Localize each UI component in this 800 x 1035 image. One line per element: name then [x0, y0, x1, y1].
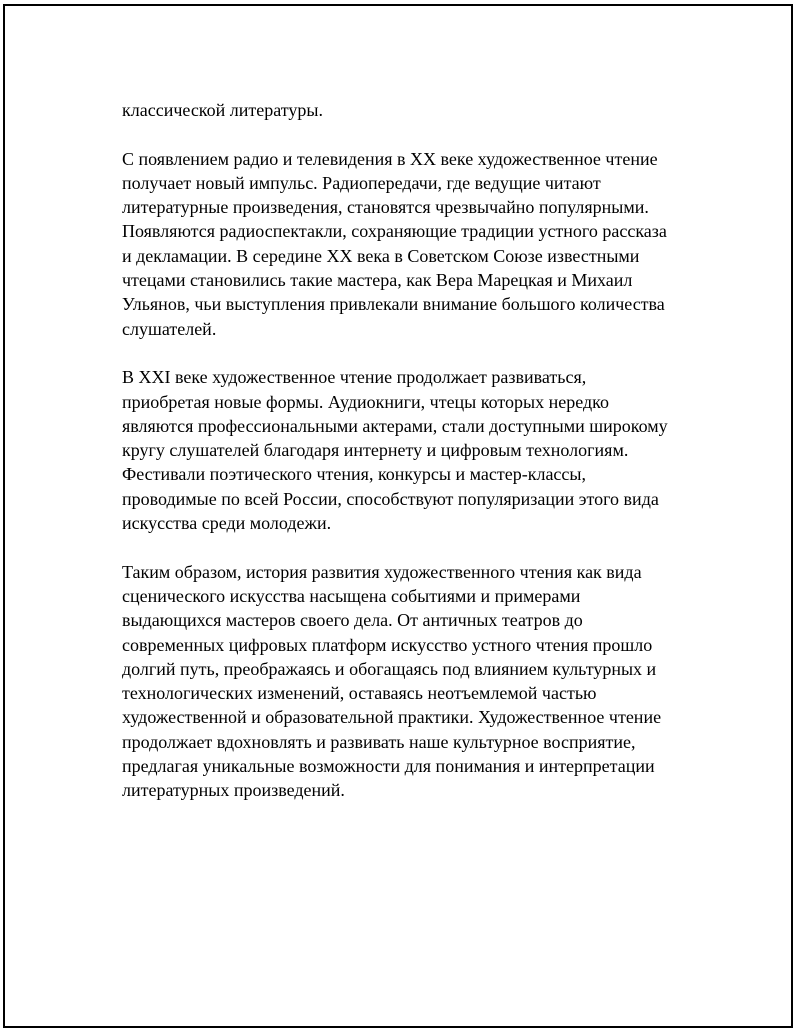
paragraph-conclusion: Таким образом, история развития художественного чтения как вида сценического искусства насыщена событиями и примерами выдающихся мастеров своего дела. От античных театров до современных цифровых платформ искусство устного чтения прошло долгий путь, преображаясь и обогащаясь под влиянием культурных и технологических изменений, оставаясь неотъемлемой частью художественной и образовательной практики. Художественное чтение продолжает вдохновлять и развивать наше культурное восприятие, предлагая уникальные возможности для понимания и интерпретации литературных произведений. [122, 561, 662, 801]
paragraph-continuation: классической литературы. [122, 100, 323, 120]
paragraph-radio-television: С появлением радио и телевидения в XX веке художественное чтение получает новый импульс. Радиопередачи, где ведущие читают литературные произведения, становятся чрезвычайно популярными. Появляются радиоспектакли, сохраняющие традиции устного рассказа и декламации. В середине XX века в Советском Союзе известными чтецами становились такие мастера, как Вера Марецкая и Михаил Ульянов, чьи выступления привлекали внимание большого количества слушателей. [122, 148, 667, 339]
paragraph-twenty-first-century: В XXI веке художественное чтение продолжает развиваться, приобретая новые формы. Аудиокниги, чтецы которых нередко являются профессиональными актерами, стали доступными широкому кругу слушателей благодаря интернету и цифровым технологиям. Фестивали поэтического чтения, конкурсы и мастер-классы, проводимые по всей России, способствуют популяризации этого вида искусства среди молодежи. [122, 367, 668, 534]
document-page [3, 4, 793, 1028]
document-body [122, 98, 702, 803]
